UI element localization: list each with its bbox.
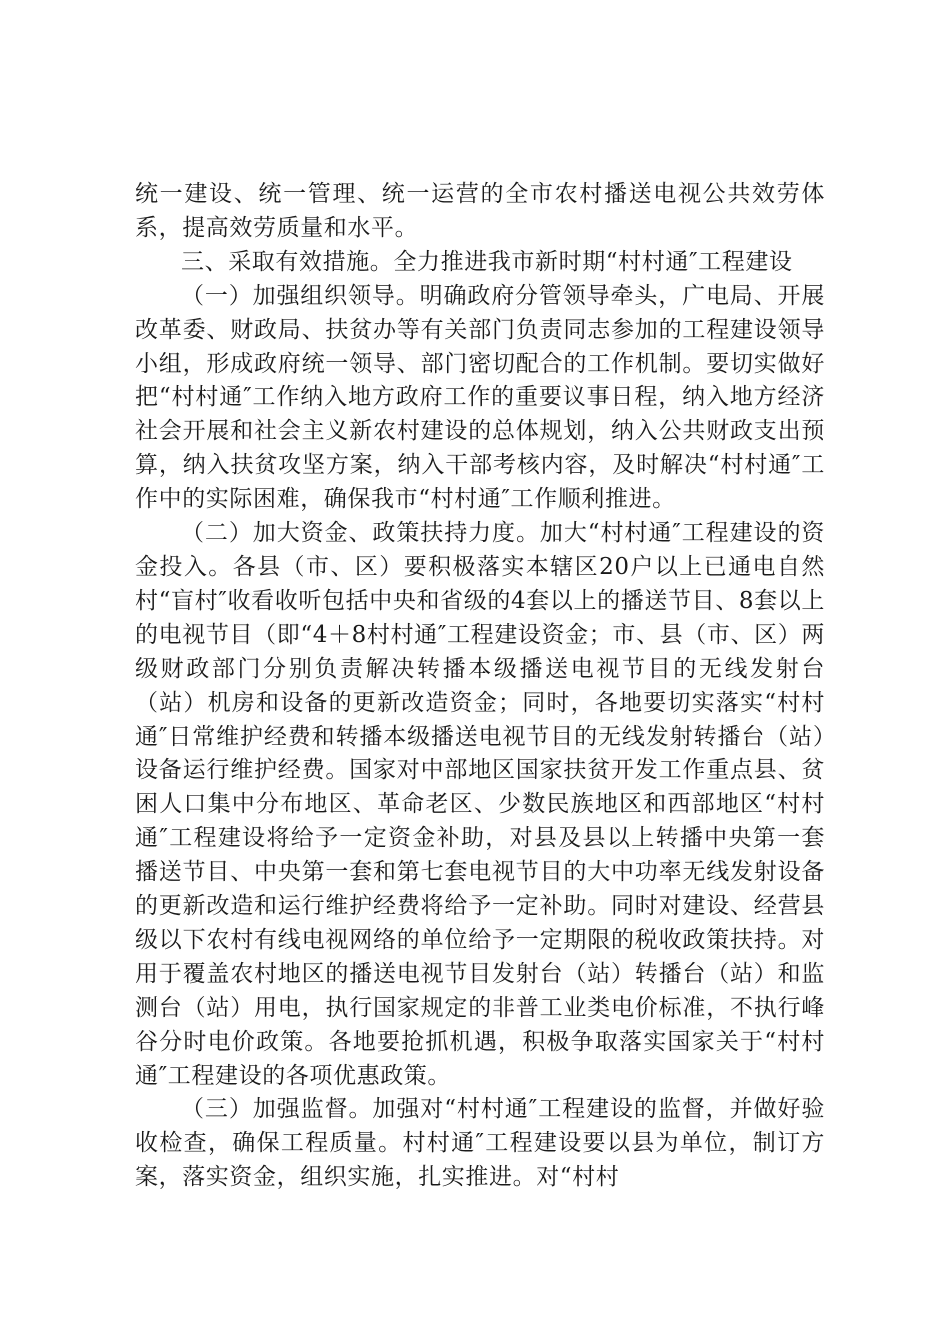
paragraph-3-organization-leadership: （一）加强组织领导。明确政府分管领导牵头，广电局、开展改革委、财政局、扶贫办等有关部门负责同志参加的工程建设领导小组，形成政府统一领导、部门密切配合的工作机制。要切实做好把“村村通″工作纳入地方政府工作的重要议事日程，纳入地方经济社会开展和社会主义新农村建设的总体规划，纳入公共财政支出预算，纳入扶贫攻坚方案，纳入干部考核内容，及时解决“村村通″工作中的实际困难，确保我市“村村通″工作顺利推进。 (135, 282, 825, 513)
paragraph-4-funding-policy-support: （二）加大资金、政策扶持力度。加大“村村通″工程建设的资金投入。各县（市、区）要积极落实本辖区20户以上已通电自然村“盲村″收看收听包括中央和省级的4套以上的播送节目、8套以上的电视节目（即“4＋8村村通″工程建设资金；市、县（市、区）两级财政部门分别负责解决转播本级播送电视节目的无线发射台（站）机房和设备的更新改造资金；同时，各地要切实落实“村村通″日常维护经费和转播本级播送电视节目的无线发射转播台（站）设备运行维护经费。国家对中部地区国家扶贫开发工作重点县、贫困人口集中分布地区、革命老区、少数民族地区和西部地区“村村通″工程建设将给予一定资金补助，对县及县以上转播中央第一套播送节目、中央第一套和第七套电视节目的大中功率无线发射设备的更新改造和运行维护经费将给予一定补助。同时对建设、经营县级以下农村有线电视网络的单位给予一定期限的税收政策扶持。对用于覆盖农村地区的播送电视节目发射台（站）转播台（站）和监测台（站）用电，执行国家规定的非普工业类电价标准，不执行峰谷分时电价政策。各地要抢抓机遇，积极争取落实国家关于“村村通″工程建设的各项优惠政策。 (135, 520, 825, 1089)
paragraph-1: 统一建设、统一管理、统一运营的全市农村播送电视公共效劳体系，提高效劳质量和水平。 (135, 181, 825, 241)
paragraph-5-supervision: （三）加强监督。加强对“村村通″工程建设的监督，并做好验收检查，确保工程质量。村村通″工程建设要以县为单位，制订方案，落实资金，组织实施，扎实推进。对“村村 (135, 1096, 825, 1191)
document-body (135, 178, 825, 1195)
paragraph-2-section-heading: 三、采取有效措施。全力推进我市新时期“村村通″工程建设 (181, 248, 793, 275)
